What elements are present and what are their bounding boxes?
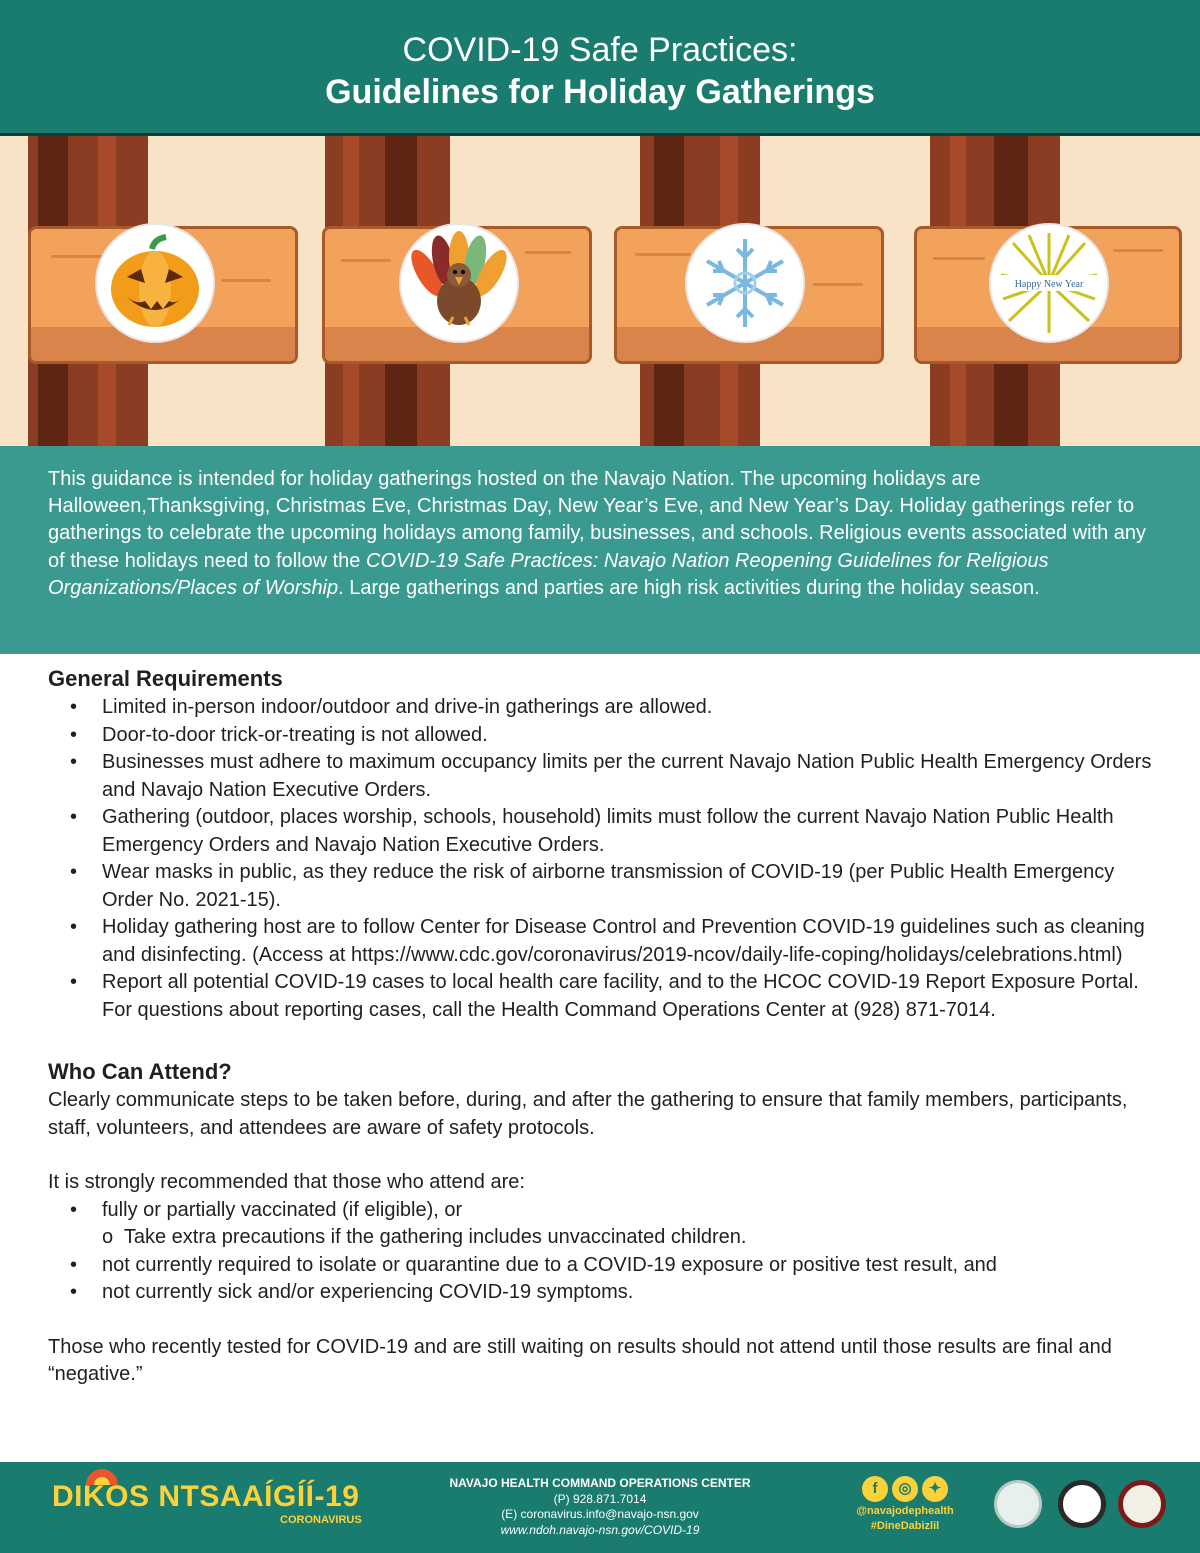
facebook-icon[interactable]: f	[862, 1476, 888, 1502]
sub-list-item: o Take extra precautions if the gathering includes unvaccinated children.	[102, 1226, 747, 1248]
social-media	[846, 1476, 964, 1534]
happy-new-year-text: Happy New Year	[1014, 279, 1084, 290]
fireworks-icon	[989, 223, 1109, 343]
attend-list	[48, 1197, 1158, 1225]
phone-number: (P) 928.871.7014	[553, 1491, 647, 1506]
general-requirements-list	[48, 694, 1158, 1024]
attend-paragraph: Clearly communicate steps to be taken before, during, and after the gathering to ensure that family members, participants, staff, volunteers, and attendees are aware of safety protocols.	[48, 1089, 1128, 1139]
snowflake-icon	[685, 223, 805, 343]
list-item: • Wear masks in public, as they reduce the risk of airborne transmission of COVID-19 (per Public Health Emergency Order No. 2021-15).	[48, 859, 1158, 914]
list-item: • Businesses must adhere to maximum occupancy limits per the current Navajo Nation Public Health Emergency Orders and Navajo Nation Executive Orders.	[48, 749, 1158, 804]
list-item: • Report all potential COVID-19 cases to local health care facility, and to the HCOC COVID-19 Report Exposure Portal. For questions about reporting cases, call the Health Command Operations Center at (928) 871-7014.	[48, 969, 1158, 1024]
page-footer	[0, 1462, 1200, 1553]
intro-box	[0, 446, 1200, 654]
page-title-line2: Guidelines for Holiday Gatherings	[325, 73, 875, 111]
list-item: • Door-to-door trick-or-treating is not allowed.	[48, 722, 1158, 750]
who-can-attend-heading: Who Can Attend?	[48, 1059, 232, 1084]
list-item: • not currently sick and/or experiencing COVID-19 symptoms.	[48, 1279, 1158, 1307]
twitter-icon[interactable]: ✦	[922, 1476, 948, 1502]
instagram-icon[interactable]: ◎	[892, 1476, 918, 1502]
list-item: • Holiday gathering host are to follow Center for Disease Control and Prevention COVID-19 guidelines such as cleaning and disinfecting. (Access at https://www.cdc.gov/coronavirus/2019-ncov/daily-life-coping/holidays/celebrations.html)	[48, 914, 1158, 969]
main-content	[48, 664, 1158, 1389]
coronavirus-logo-subtext: CORONAVIRUS	[280, 1514, 362, 1526]
turkey-icon	[399, 223, 519, 343]
attend-list-continued	[48, 1252, 1158, 1307]
list-item: • not currently required to isolate or quarantine due to a COVID-19 exposure or positive test result, and	[48, 1252, 1158, 1280]
dikos-logo-text: DIKOS NTSAAÍGÍÍ-19	[52, 1480, 360, 1513]
page-header	[0, 0, 1200, 136]
wooden-sign	[614, 226, 884, 364]
list-item: • Limited in-person indoor/outdoor and drive-in gatherings are allowed.	[48, 694, 1158, 722]
navajo-nation-president-seal	[1118, 1480, 1166, 1528]
contact-info	[400, 1476, 800, 1538]
jack-o-lantern-icon	[95, 223, 215, 343]
wooden-sign	[322, 226, 592, 364]
website-link[interactable]: www.ndoh.navajo-nsn.gov/COVID-19	[500, 1522, 700, 1537]
email-address[interactable]: (E) coronavirus.info@navajo-nsn.gov	[501, 1507, 699, 1521]
list-item: • fully or partially vaccinated (if eligible), or	[48, 1197, 1158, 1225]
health-department-seal	[994, 1480, 1042, 1528]
page-title-line1: COVID-19 Safe Practices:	[402, 31, 798, 69]
recommendation-intro: It is strongly recommended that those who attend are:	[48, 1171, 525, 1193]
holiday-banner-illustration	[0, 136, 1200, 446]
hashtag: #DineDabizlil	[870, 1520, 940, 1532]
social-handle: @navajodephealth	[856, 1505, 954, 1517]
general-requirements-heading: General Requirements	[48, 666, 283, 691]
command-center-title: NAVAJO HEALTH COMMAND OPERATIONS CENTER	[449, 1476, 751, 1490]
intro-italic-reference: COVID-19 Safe Practices: Navajo Nation Reopening Guidelines for Religious Organizations/Places of Worship	[48, 549, 1049, 599]
intro-paragraph: This guidance is intended for holiday gatherings hosted on the Navajo Nation. The upcoming holidays are Halloween,Thanksgiving, Christmas Eve, Christmas Day, New Year’s Eve, and New Year’s Day. Holiday gatherings refer to gatherings to celebrate the upcoming holidays among family, businesses, and schools. Religious events associated with any of these holidays need to follow the COVID-19 Safe Practices: Navajo Nation Reopening Guidelines for Religious Organizations/Places of Worship. Large gatherings and parties are high risk activities during the holiday season.	[48, 468, 1147, 599]
wooden-sign	[914, 226, 1182, 364]
list-item: • Gathering (outdoor, places worship, schools, household) limits must follow the current Navajo Nation Public Health Emergency Orders and Navajo Nation Executive Orders.	[48, 804, 1158, 859]
wooden-sign	[28, 226, 298, 364]
navajo-nation-seal	[1058, 1480, 1106, 1528]
results-paragraph: Those who recently tested for COVID-19 and are still waiting on results should not attend until those results are final and “negative.”	[48, 1335, 1112, 1385]
